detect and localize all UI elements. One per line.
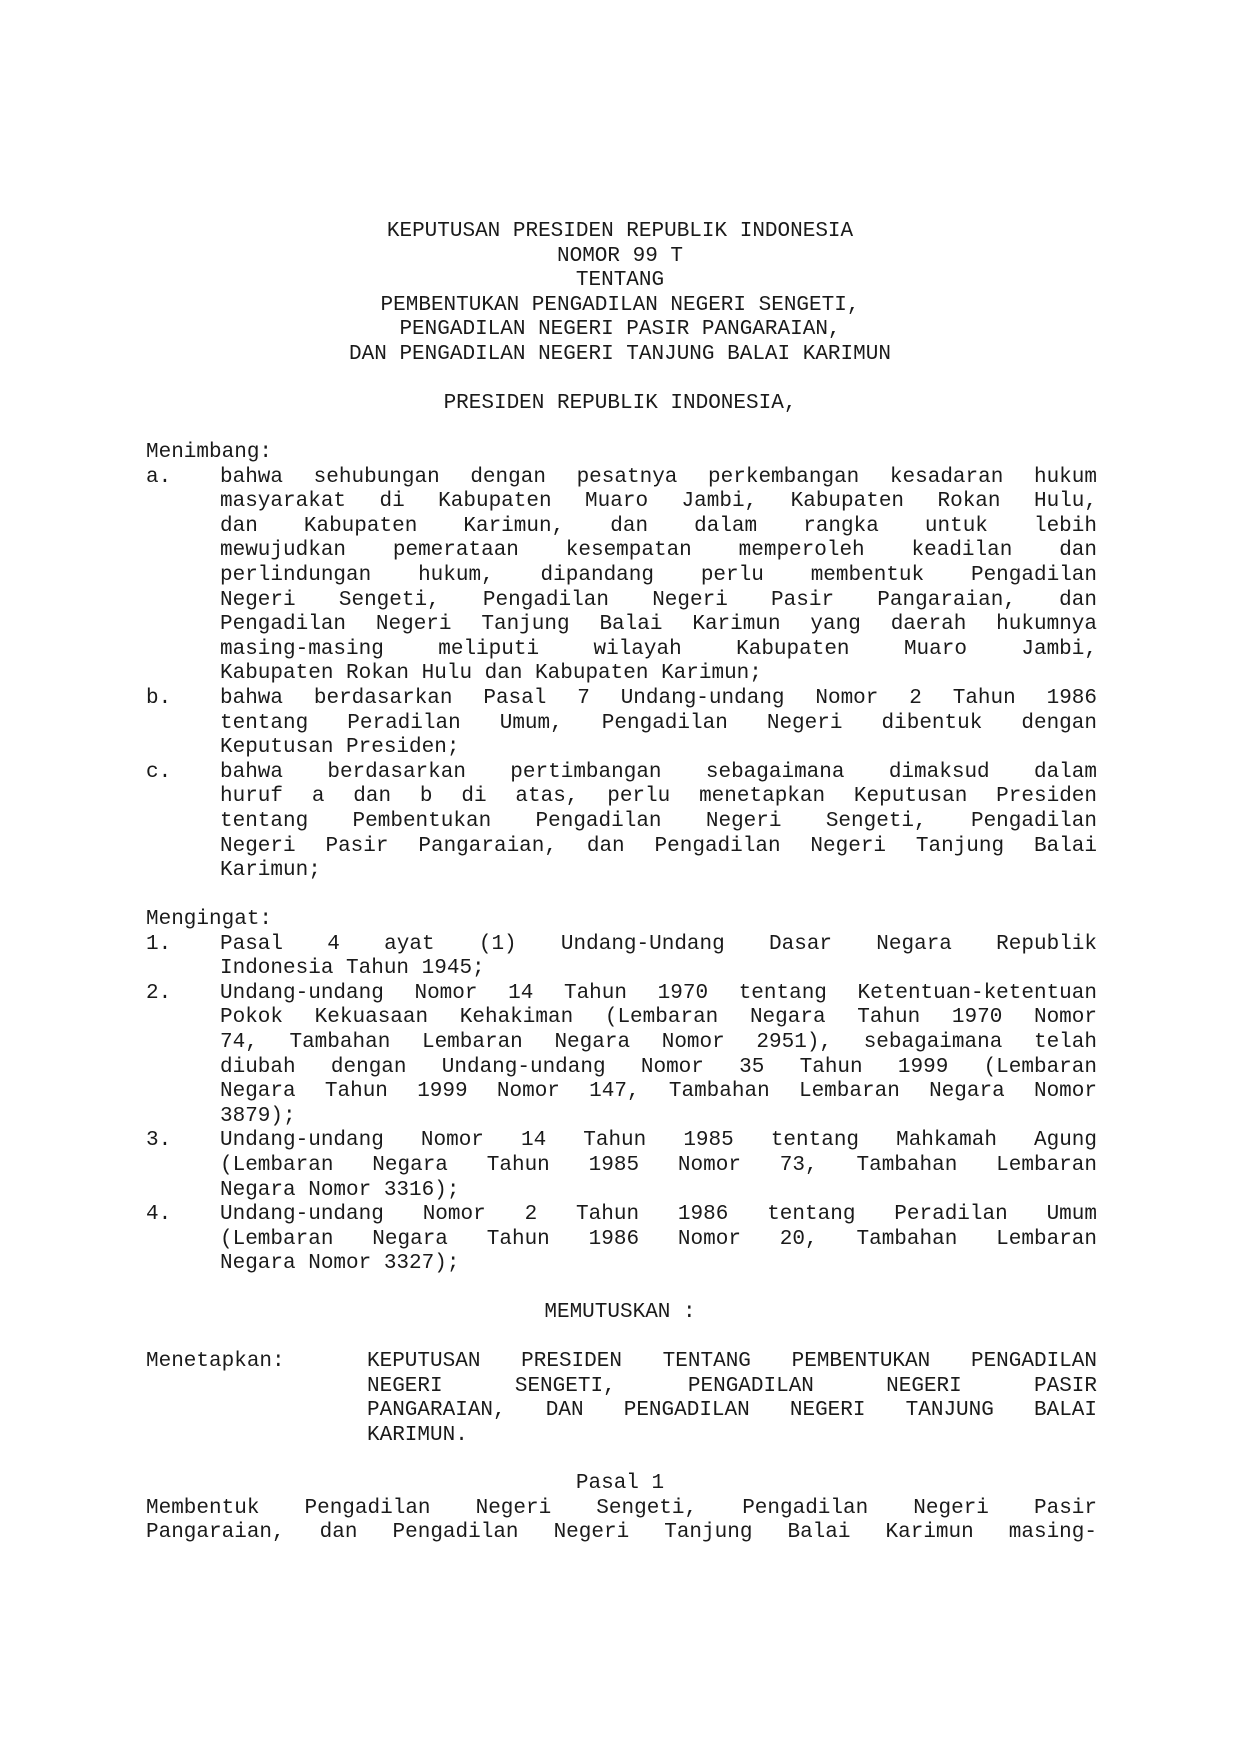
- menimbang-item-a: [220, 466, 1097, 687]
- text-line: bahwa berdasarkan Pasal 7 Undang-undang Nomor 2 Tahun 1986: [220, 687, 1097, 710]
- text-line: Negara Tahun 1999 Nomor 147, Tambahan Lembaran Negara Nomor: [220, 1080, 1097, 1104]
- mengingat-marker-2: 2.: [146, 981, 172, 1005]
- text-line: Pasal 4 ayat (1) Undang-Undang Dasar Negara Republik: [220, 932, 1097, 956]
- mengingat-marker-4: 4.: [146, 1203, 172, 1227]
- menimbang-item-b: [220, 687, 1097, 761]
- text-line: Negara Nomor 3316);: [220, 1178, 460, 1202]
- text-line: perlindungan hukum, dipandang perlu membentuk Pengadilan: [220, 563, 1097, 587]
- text-line: Negeri Pasir Pangaraian, dan Pengadilan Negeri Tanjung Balai: [220, 834, 1097, 858]
- pasal-1-title: Pasal 1: [575, 1472, 665, 1495]
- text-line: Indonesia Tahun 1945;: [220, 957, 485, 981]
- mengingat-item-1: [220, 933, 1097, 982]
- decree-subject-line-3: DAN PENGADILAN NEGERI TANJUNG BALAI KARIMUN: [349, 343, 891, 366]
- text-line: masing-masing meliputi wilayah Kabupaten Muaro Jambi,: [220, 637, 1097, 661]
- text-line: 74, Tambahan Lembaran Negara Nomor 2951), sebagaimana telah: [220, 1030, 1097, 1054]
- text-line: Negara Nomor 3327);: [220, 1252, 460, 1276]
- text-line: masyarakat di Kabupaten Muaro Jambi, Kabupaten Rokan Hulu,: [220, 490, 1097, 514]
- text-line: huruf a dan b di atas, perlu menetapkan Keputusan Presiden: [220, 785, 1097, 809]
- menimbang-item-c: [220, 761, 1097, 884]
- text-line: Undang-undang Nomor 2 Tahun 1986 tentang Peradilan Umum: [220, 1203, 1097, 1227]
- text-line: Undang-undang Nomor 14 Tahun 1985 tentang Mahkamah Agung: [220, 1129, 1097, 1153]
- mengingat-marker-3: 3.: [146, 1129, 172, 1153]
- text-line: KARIMUN.: [367, 1423, 468, 1447]
- text-line: 3879);: [220, 1104, 296, 1128]
- menimbang-marker-b: b.: [146, 687, 172, 710]
- text-line: Membentuk Pengadilan Negeri Sengeti, Pengadilan Negeri Pasir: [146, 1496, 1097, 1520]
- decree-title: KEPUTUSAN PRESIDEN REPUBLIK INDONESIA: [386, 220, 854, 243]
- text-line: Negeri Sengeti, Pengadilan Negeri Pasir Pangaraian, dan: [220, 588, 1097, 612]
- text-line: (Lembaran Negara Tahun 1985 Nomor 73, Tambahan Lembaran: [220, 1153, 1097, 1177]
- text-line: diubah dengan Undang-undang Nomor 35 Tahun 1999 (Lembaran: [220, 1055, 1097, 1079]
- mengingat-item-2: [220, 982, 1097, 1130]
- text-line: Pangaraian, dan Pengadilan Negeri Tanjung Balai Karimun masing-: [146, 1521, 1097, 1545]
- mengingat-marker-1: 1.: [146, 932, 172, 956]
- menetapkan-label: Menetapkan:: [146, 1350, 285, 1373]
- text-line: Pengadilan Negeri Tanjung Balai Karimun yang daerah hukumnya: [220, 613, 1097, 637]
- text-line: Kabupaten Rokan Hulu dan Kabupaten Karimun;: [220, 662, 762, 686]
- decree-number: NOMOR 99 T: [556, 244, 684, 268]
- menimbang-marker-c: c.: [146, 760, 172, 784]
- menimbang-label: Menimbang:: [146, 441, 273, 464]
- text-line: Undang-undang Nomor 14 Tahun 1970 tentang Ketentuan-ketentuan: [220, 981, 1097, 1005]
- text-line: Keputusan Presiden;: [220, 736, 460, 760]
- text-line: tentang Pembentukan Pengadilan Negeri Sengeti, Pengadilan: [220, 809, 1097, 833]
- mengingat-item-3: [220, 1129, 1097, 1203]
- mengingat-item-4: [220, 1203, 1097, 1277]
- decree-subject-line-1: PEMBENTUKAN PENGADILAN NEGERI SENGETI,: [380, 293, 860, 317]
- mengingat-label: Mengingat:: [146, 908, 273, 931]
- text-line: dan Kabupaten Karimun, dan dalam rangka untuk lebih: [220, 514, 1097, 538]
- president-heading: PRESIDEN REPUBLIK INDONESIA,: [443, 392, 797, 415]
- text-line: PANGARAIAN, DAN PENGADILAN NEGERI TANJUNG BALAI: [367, 1399, 1097, 1423]
- memutuskan-heading: MEMUTUSKAN :: [544, 1301, 696, 1324]
- text-line: KEPUTUSAN PRESIDEN TENTANG PEMBENTUKAN PENGADILAN: [367, 1350, 1097, 1373]
- text-line: Pokok Kekuasaan Kehakiman (Lembaran Negara Tahun 1970 Nomor: [220, 1006, 1097, 1030]
- text-line: bahwa berdasarkan pertimbangan sebagaimana dimaksud dalam: [220, 760, 1097, 784]
- menimbang-marker-a: a.: [146, 465, 172, 489]
- text-line: bahwa sehubungan dengan pesatnya perkembangan kesadaran hukum: [220, 465, 1097, 489]
- decree-subject-line-2: PENGADILAN NEGERI PASIR PANGARAIAN,: [399, 318, 841, 342]
- menetapkan-text: [367, 1350, 1097, 1448]
- text-line: tentang Peradilan Umum, Pengadilan Negeri dibentuk dengan: [220, 711, 1097, 735]
- text-line: NEGERI SENGETI, PENGADILAN NEGERI PASIR: [367, 1374, 1097, 1398]
- text-line: mewujudkan pemerataan kesempatan memperoleh keadilan dan: [220, 539, 1097, 563]
- pasal-1-text: [146, 1497, 1097, 1546]
- decree-tentang: TENTANG: [575, 269, 665, 293]
- text-line: (Lembaran Negara Tahun 1986 Nomor 20, Tambahan Lembaran: [220, 1227, 1097, 1251]
- text-line: Karimun;: [220, 859, 321, 883]
